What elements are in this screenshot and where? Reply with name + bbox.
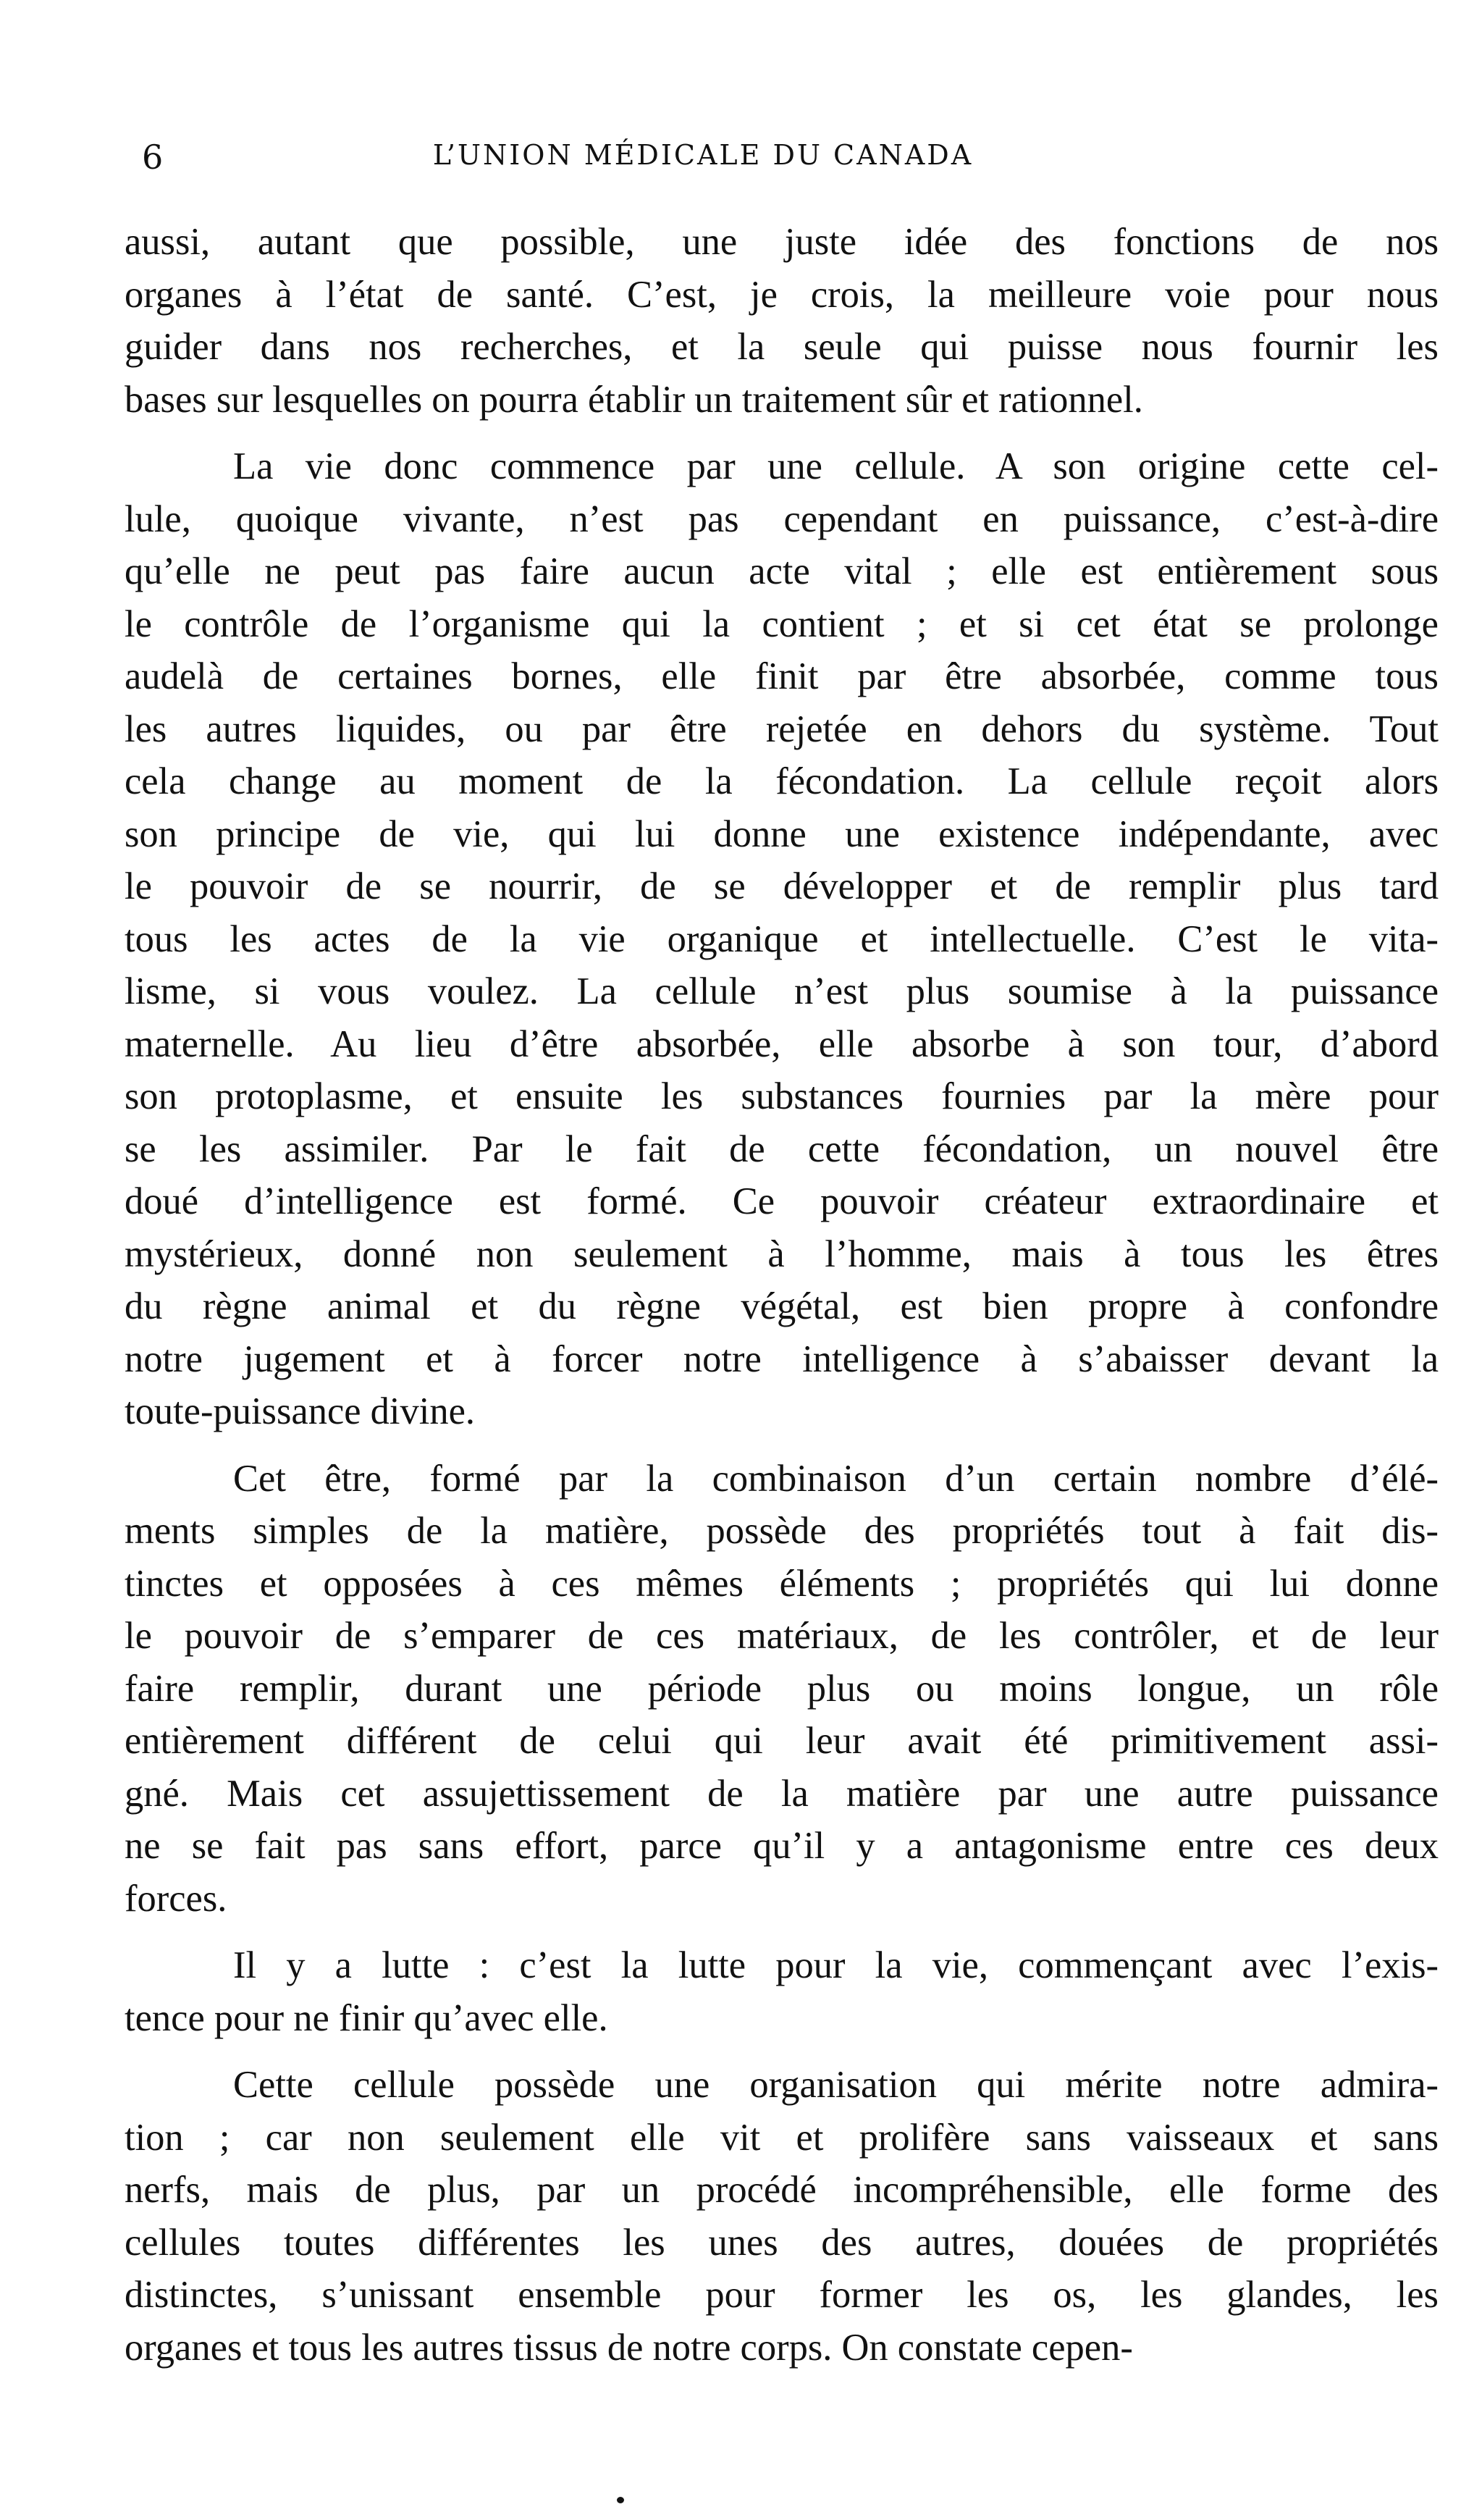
text-line: se les assimiler. Par le fait de cette fécondation, un nouvel être	[125, 1127, 1439, 1170]
text-line: son principe de vie, qui lui donne une existence indépendante, avec	[125, 812, 1439, 855]
text-line: nerfs, mais de plus, par un procédé incompréhensible, elle forme des	[125, 2169, 1439, 2211]
text-line: faire remplir, durant une période plus ou moins longue, un rôle	[125, 1667, 1439, 1710]
text-line: tence pour ne finir qu’avec elle.	[125, 1996, 608, 2039]
text-line: cela change au moment de la fécondation. La cellule reçoit alors	[125, 760, 1439, 802]
text-line: forces.	[125, 1877, 227, 1920]
text-line: La vie donc commence par une cellule. A son origine cette cel-	[233, 445, 1439, 487]
text-line: le pouvoir de se nourrir, de se développer et de remplir plus tard	[125, 865, 1439, 907]
text-line: tous les actes de la vie organique et intellectuelle. C’est le vita-	[125, 917, 1439, 960]
paragraph	[125, 216, 1439, 426]
text-line: bases sur lesquelles on pourra établir un traitement sûr et rationnel.	[125, 378, 1143, 421]
text-line: le contrôle de l’organisme qui la contient ; et si cet état se prolonge	[125, 602, 1439, 645]
text-line: le pouvoir de s’emparer de ces matériaux, de les contrôler, et de leur	[125, 1615, 1439, 1657]
body-text	[125, 216, 1439, 2388]
text-line: lisme, si vous voulez. La cellule n’est plus soumise à la puissance	[125, 970, 1439, 1012]
text-line: ments simples de la matière, possède des propriétés tout à fait dis-	[125, 1510, 1439, 1552]
running-title: L’UNION MÉDICALE DU CANADA	[432, 139, 974, 171]
text-line: notre jugement et à forcer notre intelligence à s’abaisser devant la	[125, 1337, 1439, 1380]
text-line: Cet être, formé par la combinaison d’un certain nombre d’élé-	[233, 1457, 1439, 1500]
text-line: du règne animal et du règne végétal, est bien propre à confondre	[125, 1285, 1439, 1327]
text-line: aussi, autant que possible, une juste idée des fonctions de nos	[125, 221, 1439, 263]
text-line: toute-puissance divine.	[125, 1390, 476, 1432]
text-line: qu’elle ne peut pas faire aucun acte vital ; elle est entièrement sous	[125, 550, 1439, 592]
text-line: Cette cellule possède une organisation qui mérite notre admira-	[233, 2064, 1439, 2106]
text-line: tion ; car non seulement elle vit et prolifère sans vaisseaux et sans	[125, 2116, 1439, 2159]
page-header	[142, 138, 1423, 181]
text-line: guider dans nos recherches, et la seule qui puisse nous fournir les	[125, 326, 1439, 368]
paragraph	[125, 1939, 1439, 2044]
text-line: Il y a lutte : c’est la lutte pour la vie, commençant avec l’exis-	[233, 1944, 1439, 1986]
text-line: entièrement différent de celui qui leur avait été primitivement assi-	[125, 1720, 1439, 1762]
text-line: cellules toutes différentes les unes des autres, douées de propriétés	[125, 2221, 1439, 2264]
paragraph	[125, 2059, 1439, 2374]
text-line: ne se fait pas sans effort, parce qu’il y a antagonisme entre ces deux	[125, 1825, 1439, 1867]
text-line: organes à l’état de santé. C’est, je crois, la meilleure voie pour nous	[125, 273, 1439, 316]
text-line: tinctes et opposées à ces mêmes éléments ; propriétés qui lui donne	[125, 1562, 1439, 1605]
text-line: son protoplasme, et ensuite les substances fournies par la mère pour	[125, 1075, 1439, 1117]
text-line: les autres liquides, ou par être rejetée en dehors du système. Tout	[125, 707, 1439, 750]
footer-mark	[617, 2497, 624, 2503]
paragraph	[125, 1453, 1439, 1925]
text-line: lule, quoique vivante, n’est pas cependant en puissance, c’est-à-dire	[125, 497, 1439, 540]
text-line: maternelle. Au lieu d’être absorbée, elle absorbe à son tour, d’abord	[125, 1022, 1439, 1065]
text-line: organes et tous les autres tissus de notre corps. On constate cepen-	[125, 2326, 1133, 2369]
text-line: mystérieux, donné non seulement à l’homme, mais à tous les êtres	[125, 1232, 1439, 1275]
text-line: audelà de certaines bornes, elle finit par être absorbée, comme tous	[125, 655, 1439, 697]
text-line: doué d’intelligence est formé. Ce pouvoir créateur extraordinaire et	[125, 1180, 1439, 1222]
paragraph	[125, 440, 1439, 1438]
page-number: 6	[142, 138, 164, 177]
text-line: gné. Mais cet assujettissement de la matière par une autre puissance	[125, 1772, 1439, 1815]
text-line: distinctes, s’unissant ensemble pour former les os, les glandes, les	[125, 2274, 1439, 2316]
